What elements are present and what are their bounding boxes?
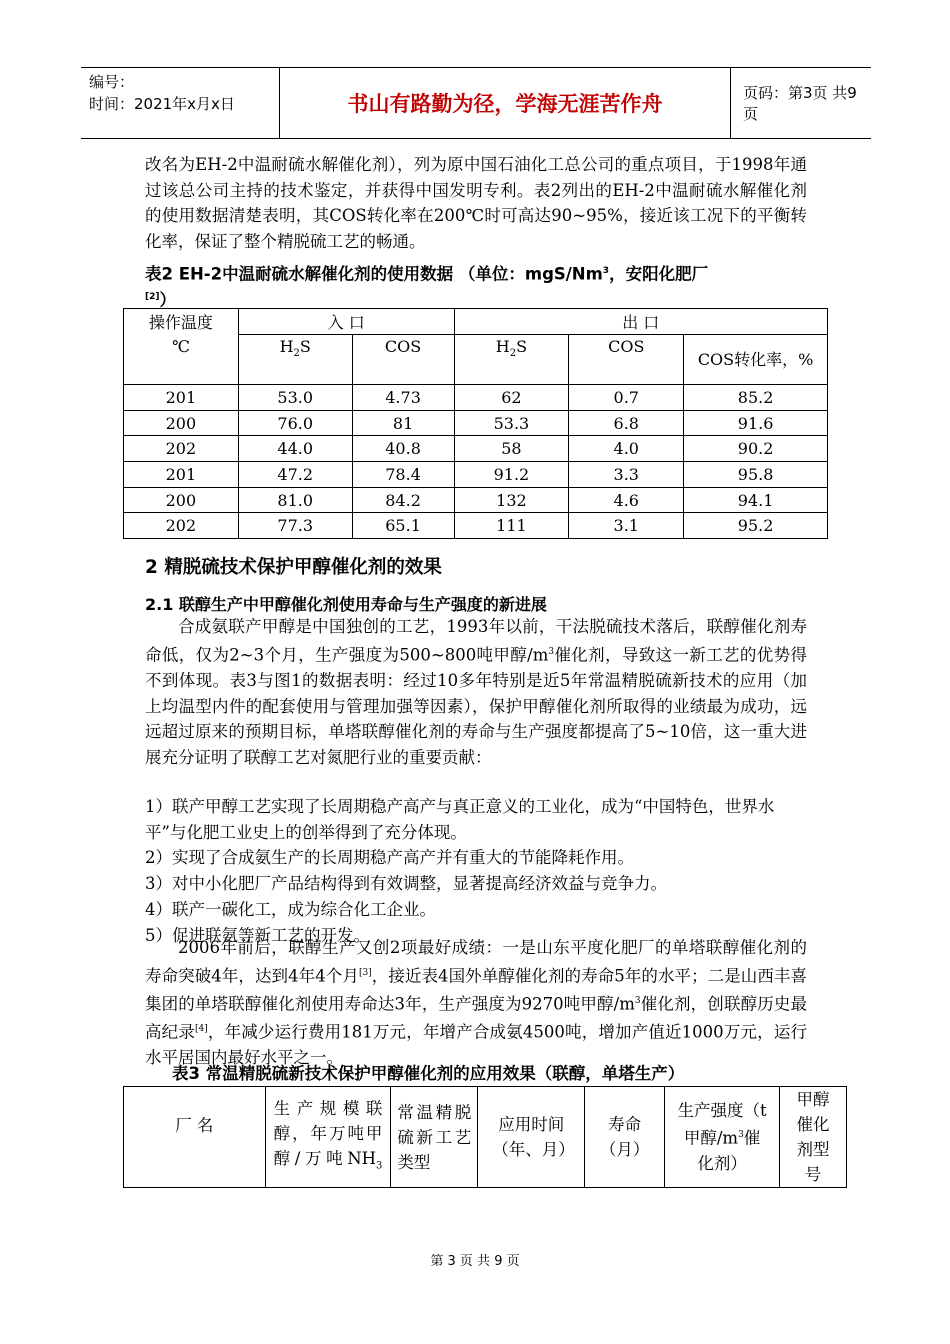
table-cell: 90.2 bbox=[684, 436, 828, 462]
table-row bbox=[124, 385, 828, 411]
t3-factory-header: 厂 名 bbox=[124, 1087, 266, 1188]
table-cell: 78.4 bbox=[352, 462, 454, 488]
t3-catalyst-header: 甲醇催化剂型号 bbox=[780, 1087, 847, 1188]
table-row bbox=[124, 410, 828, 436]
table-row bbox=[124, 436, 828, 462]
list-item: 1）联产甲醇工艺实现了长周期稳产高产与真正意义的工业化，成为“中国特色，世界水平”与化肥工业史上的创举得到了充分体现。 bbox=[145, 797, 775, 842]
table-cell: 76.0 bbox=[238, 410, 352, 436]
table3 bbox=[123, 1086, 847, 1188]
inlet-cos-header: COS bbox=[352, 335, 454, 385]
table-cell: 201 bbox=[124, 462, 239, 488]
paragraph-1: 合成氨联产甲醇是中国独创的工艺，1993年以前，干法脱硫技术落后，联醇催化剂寿命低，仅为2~3个月，生产强度为500~800吨甲醇$/m^3$催化剂，导致这一新工艺的优势得不到体现。表3与图1的数据表明：经过10多年特别是近5年常温精脱硫新技术的应用（加上均温型内件的配套使用与管理加强等因素），保护甲醇催化剂所取得的业绩最为成功，远远超过原来的预期目标，单塔联醇催化剂的寿命与生产强度都提高了5~10倍，这一重大进展充分证明了联醇工艺对氮肥行业的重要贡献： bbox=[145, 617, 807, 768]
table-cell: 62 bbox=[454, 385, 569, 411]
t3-intensity-header: 生产强度（t甲醇$/m^3$催化剂） bbox=[665, 1087, 780, 1188]
table2-caption-main: 表2 EH-2中温耐硫水解催化剂的使用数据 （单位：mgS/Nm bbox=[145, 264, 603, 284]
list-item: 2）实现了合成氨生产的长周期稳产高产并有重大的节能降耗作用。 bbox=[145, 848, 634, 868]
table-cell: 81 bbox=[352, 410, 454, 436]
section2-1-title: 2.1 联醇生产中甲醇催化剂使用寿命与生产强度的新进展 bbox=[145, 595, 547, 614]
table-cell: 91.2 bbox=[454, 462, 569, 488]
t3-apptime-header: 应用时间（年、月） bbox=[478, 1087, 585, 1188]
table-cell: 95.8 bbox=[684, 462, 828, 488]
t3-process-header: 常温精脱硫新工艺类型 bbox=[391, 1087, 478, 1188]
table-cell: 95.2 bbox=[684, 513, 828, 539]
list-item: 4）联产一碳化工，成为综合化工企业。 bbox=[145, 899, 436, 919]
table-cell: 6.8 bbox=[569, 410, 684, 436]
temp-unit: ℃ bbox=[124, 335, 239, 385]
effects-list bbox=[145, 794, 807, 948]
header-page-info: 页码：第3页 共9页 bbox=[743, 84, 857, 123]
section2-title: 2 精脱硫技术保护甲醇催化剂的效果 bbox=[145, 557, 442, 578]
conv-rate-header: COS转化率，% bbox=[684, 335, 828, 385]
table-cell: 81.0 bbox=[238, 487, 352, 513]
inlet-header: 入 口 bbox=[238, 309, 454, 335]
table-row bbox=[124, 462, 828, 488]
table2-caption-close: ） bbox=[159, 290, 176, 309]
t3-scale-header: 生产规模联醇，年万吨甲醇/万吨$NH_3$ bbox=[265, 1087, 391, 1188]
table-row bbox=[124, 487, 828, 513]
table-cell: 53.0 bbox=[238, 385, 352, 411]
table2-caption-sup: 3 bbox=[602, 266, 610, 276]
paragraph-2: 2006年前后，联醇生产又创2项最好成绩：一是山东平度化肥厂的单塔联醇催化剂的寿命突破4年，达到4年4个月[3]，接近表4国外单醇催化剂的寿命5年的水平；二是山西丰喜集团的单塔联醇催化剂使用寿命达3年，生产强度为9270吨甲醇$/m^3$催化剂，创联醇历史最高纪录[4]，年减少运行费用181万元，年增产合成氨4500吨，增加产值近1000万元，运行水平居国内最好水平之一。 bbox=[145, 938, 807, 1068]
table-cell: 4.6 bbox=[569, 487, 684, 513]
table-cell: 200 bbox=[124, 487, 239, 513]
table-cell: 202 bbox=[124, 513, 239, 539]
header-motto: 书山有路勤为径，学海无涯苦作舟 bbox=[279, 68, 731, 138]
table-cell: 53.3 bbox=[454, 410, 569, 436]
table-cell: 132 bbox=[454, 487, 569, 513]
table2-caption bbox=[145, 260, 825, 311]
intro-paragraph: 改名为EH-2中温耐硫水解催化剂），列为原中国石油化工总公司的重点项目，于1998年通过该总公司主持的技术鉴定，并获得中国发明专利。表2列出的EH-2中温耐硫水解催化剂的使用数据清楚表明，其COS转化率在200℃时可高达90~95%，接近该工况下的平衡转化率，保证了整个精脱硫工艺的畅通。 bbox=[145, 155, 807, 252]
page-footer: 第 3 页 共 9 页 bbox=[430, 1254, 520, 1269]
table-cell: 40.8 bbox=[352, 436, 454, 462]
table-cell: 202 bbox=[124, 436, 239, 462]
outlet-h2s-header: $H_2S$ bbox=[454, 335, 569, 385]
table-cell: 4.0 bbox=[569, 436, 684, 462]
table-cell: 4.73 bbox=[352, 385, 454, 411]
outlet-cos-header: COS bbox=[569, 335, 684, 385]
list-item: 5）促进联氨等新工艺的开发。 bbox=[145, 925, 370, 945]
table-cell: 91.6 bbox=[684, 410, 828, 436]
outlet-header: 出 口 bbox=[454, 309, 828, 335]
table-cell: 3.3 bbox=[569, 462, 684, 488]
table2-caption-tail: ，安阳化肥厂 bbox=[609, 264, 709, 284]
table-row bbox=[124, 513, 828, 539]
table2-body bbox=[124, 385, 828, 539]
table-cell: 111 bbox=[454, 513, 569, 539]
page-header bbox=[81, 67, 871, 139]
table3-caption: 表3 常温精脱硫新技术保护甲醇催化剂的应用效果（联醇，单塔生产） bbox=[172, 1064, 685, 1083]
table-cell: 47.2 bbox=[238, 462, 352, 488]
table-cell: 85.2 bbox=[684, 385, 828, 411]
table2-caption-ref: [2] bbox=[145, 291, 160, 302]
table-cell: 0.7 bbox=[569, 385, 684, 411]
table-cell: 201 bbox=[124, 385, 239, 411]
t3-life-header: 寿命（月） bbox=[585, 1087, 665, 1188]
time-label: 时间：2021年x月x日 bbox=[89, 95, 235, 113]
table-cell: 77.3 bbox=[238, 513, 352, 539]
number-label: 编号： bbox=[89, 73, 135, 91]
table-cell: 65.1 bbox=[352, 513, 454, 539]
table-cell: 44.0 bbox=[238, 436, 352, 462]
table-cell: 200 bbox=[124, 410, 239, 436]
list-item: 3）对中小化肥厂产品结构得到有效调整，显著提高经济效益与竞争力。 bbox=[145, 874, 667, 894]
table-cell: 3.1 bbox=[569, 513, 684, 539]
table-cell: 84.2 bbox=[352, 487, 454, 513]
table-cell: 94.1 bbox=[684, 487, 828, 513]
temp-header: 操作温度 bbox=[124, 309, 239, 335]
header-meta bbox=[81, 68, 279, 138]
table2 bbox=[123, 308, 828, 539]
table-cell: 58 bbox=[454, 436, 569, 462]
inlet-h2s-header: $H_2S$ bbox=[238, 335, 352, 385]
